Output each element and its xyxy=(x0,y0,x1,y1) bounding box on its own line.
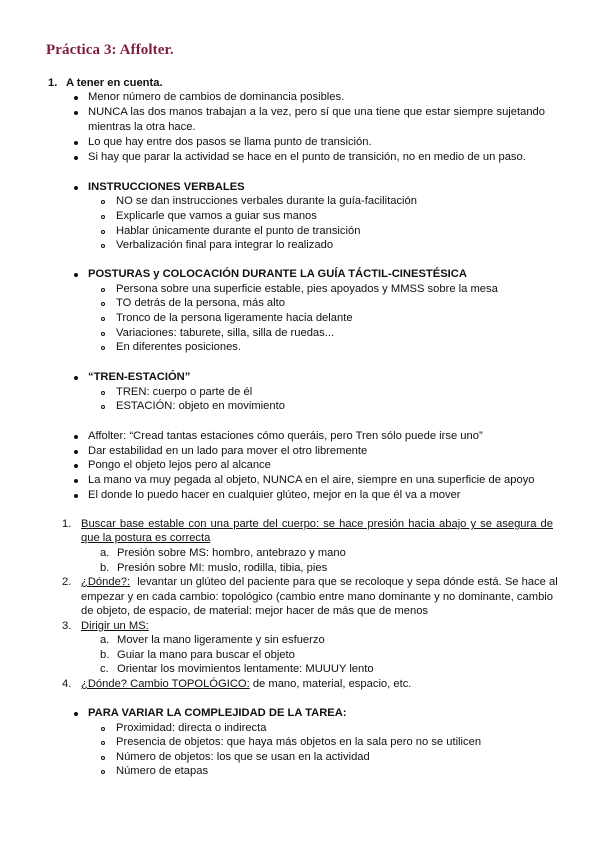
sub-bullet-circle xyxy=(101,727,105,731)
bullet-dot xyxy=(74,186,78,190)
list-item: TO detrás de la persona, más alto xyxy=(116,297,285,309)
sub-bullet-circle xyxy=(101,770,105,774)
sub-bullet-circle xyxy=(101,346,105,350)
sub-bullet-circle xyxy=(101,215,105,219)
subsection-heading: PARA VARIAR LA COMPLEJIDAD DE LA TAREA: xyxy=(88,707,347,719)
bullet-dot xyxy=(74,464,78,468)
list-item: La mano va muy pegada al objeto, NUNCA en el aire, siempre en una superficie de apoyo xyxy=(88,474,535,486)
section-number: 1. xyxy=(48,77,58,89)
list-item: El donde lo puedo hacer en cualquier glúteo, mejor en la que él va a mover xyxy=(88,489,461,501)
list-number: 2. xyxy=(62,576,72,588)
bullet-dot xyxy=(74,450,78,454)
sub-bullet-circle xyxy=(101,391,105,395)
list-item: NUNCA las dos manos trabajan a la vez, pero sí que una tiene que estar siempre sujetando xyxy=(88,106,545,118)
list-item xyxy=(81,677,411,691)
bullet-dot xyxy=(74,273,78,277)
list-item: Affolter: “Cread tantas estaciones cómo queráis, pero Tren sólo puede irse uno” xyxy=(88,430,483,442)
bullet-dot xyxy=(74,376,78,380)
list-item: En diferentes posiciones. xyxy=(116,341,242,353)
list-item: Lo que hay entre dos pasos se llama punto de transición. xyxy=(88,136,372,148)
list-item-continuation: que la postura es correcta xyxy=(81,532,211,544)
topology-link: ¿Dónde? Cambio TOPOLÓGICO: xyxy=(81,678,250,690)
list-item-continuation: mientras la otra hace. xyxy=(88,121,196,133)
list-item-text: de mano, material, espacio, etc. xyxy=(249,678,412,690)
list-item: Variaciones: taburete, silla, silla de ruedas... xyxy=(116,327,335,339)
list-item: TREN: cuerpo o parte de él xyxy=(116,386,253,398)
list-item: Presencia de objetos: que haya más objetos en la sala pero no se utilicen xyxy=(116,736,482,748)
list-item-continuation: empezar y en cada cambio: topológico (cambio entre mano dominante y no dominante, cambio xyxy=(81,591,553,603)
list-item: Menor número de cambios de dominancia posibles. xyxy=(88,91,345,103)
sub-bullet-circle xyxy=(101,302,105,306)
bullet-dot xyxy=(74,712,78,716)
list-letter: b. xyxy=(100,562,110,574)
bullet-dot xyxy=(74,435,78,439)
list-item: Dar estabilidad en un lado para mover el otro libremente xyxy=(88,445,368,457)
list-item: NO se dan instrucciones verbales durante la guía-facilitación xyxy=(116,195,417,207)
list-number: 3. xyxy=(62,620,72,632)
list-item: Mover la mano ligeramente y sin esfuerzo xyxy=(117,634,325,646)
sub-bullet-circle xyxy=(101,200,105,204)
list-item: ESTACIÓN: objeto en movimiento xyxy=(116,400,285,412)
bullet-dot xyxy=(74,156,78,160)
list-letter: b. xyxy=(100,649,110,661)
bullet-dot xyxy=(74,96,78,100)
list-item: Orientar los movimientos lentamente: MUUUY lento xyxy=(117,663,374,675)
list-item: Presión sobre MI: muslo, rodilla, tibia, pies xyxy=(117,562,328,574)
sub-bullet-circle xyxy=(101,332,105,336)
sub-bullet-circle xyxy=(101,288,105,292)
sub-bullet-circle xyxy=(101,244,105,248)
list-item: Buscar base estable con una parte del cuerpo: se hace presión hacia abajo y se asegura de xyxy=(81,518,553,530)
bullet-dot xyxy=(74,479,78,483)
sub-bullet-circle xyxy=(101,230,105,234)
subsection-heading: POSTURAS y COLOCACIÓN DURANTE LA GUÍA TÁCTIL-CINESTÉSICA xyxy=(88,268,467,280)
sub-bullet-circle xyxy=(101,756,105,760)
page-title: Práctica 3: Affolter. xyxy=(46,42,174,58)
sub-bullet-circle xyxy=(101,317,105,321)
sub-bullet-circle xyxy=(101,405,105,409)
list-item: Hablar únicamente durante el punto de transición xyxy=(116,225,361,237)
list-number: 1. xyxy=(62,518,72,530)
list-item: Explicarle que vamos a guiar sus manos xyxy=(116,210,317,222)
bullet-dot xyxy=(74,111,78,115)
list-letter: c. xyxy=(100,663,109,675)
section-heading: A tener en cuenta. xyxy=(66,77,163,89)
list-item: Presión sobre MS: hombro, antebrazo y mano xyxy=(117,547,346,559)
list-letter: a. xyxy=(100,547,110,559)
subsection-heading: “TREN-ESTACIÓN” xyxy=(88,371,191,383)
bullet-dot xyxy=(74,141,78,145)
list-item: Pongo el objeto lejos pero al alcance xyxy=(88,459,271,471)
bullet-dot xyxy=(74,494,78,498)
list-item xyxy=(81,575,558,589)
list-item: Si hay que parar la actividad se hace en el punto de transición, no en medio de un paso. xyxy=(88,151,526,163)
sub-bullet-circle xyxy=(101,741,105,745)
list-item-continuation: de objeto, de espacio, de material: mejor hacer de más que de menos xyxy=(81,605,429,617)
list-letter: a. xyxy=(100,634,110,646)
list-item: Dirigir un MS: xyxy=(81,620,149,632)
list-item: Verbalización final para integrar lo realizado xyxy=(116,239,334,251)
list-item: Número de objetos: los que se usan en la actividad xyxy=(116,751,370,763)
where-link: ¿Dónde?: xyxy=(81,576,131,588)
list-item: Guiar la mano para buscar el objeto xyxy=(117,649,295,661)
list-item-text: levantar un glúteo del paciente para que se recoloque y sepa dónde está. Se hace al xyxy=(134,576,558,588)
list-number: 4. xyxy=(62,678,72,690)
list-item: Número de etapas xyxy=(116,765,209,777)
list-item: Proximidad: directa o indirecta xyxy=(116,722,267,734)
list-item: Tronco de la persona ligeramente hacia delante xyxy=(116,312,353,324)
subsection-heading: INSTRUCCIONES VERBALES xyxy=(88,181,245,193)
list-item: Persona sobre una superficie estable, pies apoyados y MMSS sobre la mesa xyxy=(116,283,498,295)
